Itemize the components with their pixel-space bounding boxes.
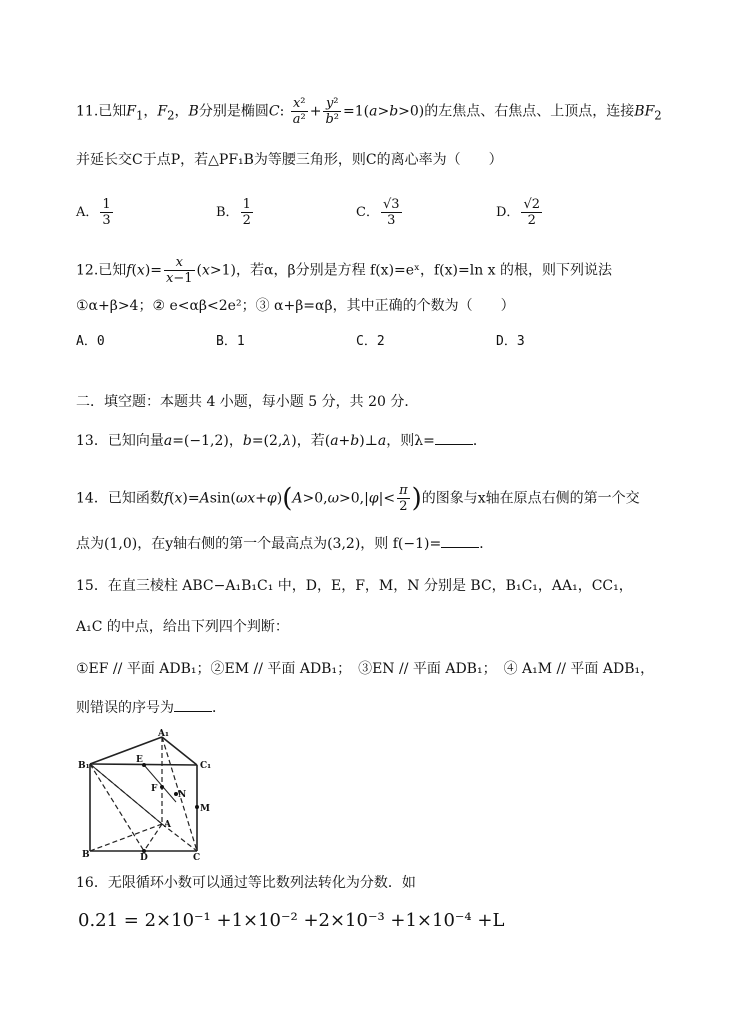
q12-line1: 12.已知f(x)= $\frac{x}{x-1}$ (x>1)，若α，β分别是方程 f(x)=eˣ，f(x)=ln x 的根，则下列说法	[76, 255, 612, 286]
label-c1: C₁	[200, 761, 212, 771]
label-n: N	[178, 790, 187, 800]
q14-answer-blank[interactable]	[441, 533, 479, 548]
q15-line4: 则错误的序号为 ．	[76, 697, 226, 718]
q15-line2: A₁C 的中点，给出下列四个判断：	[76, 619, 289, 635]
label-a1: A₁	[158, 729, 169, 739]
q16-equation: 0.21 = 2×10⁻¹ +1×10⁻² +2×10⁻³ +1×10⁻⁴ +L	[78, 910, 505, 931]
section-title: 二．填空题：本题共 4 小题，每小题 5 分，共 20 分．	[76, 394, 419, 410]
q12-option-a[interactable]: A．0	[76, 334, 105, 349]
q12-fraction: $\frac{x}{x-1}$	[166, 255, 193, 286]
q11-line2: 并延长交C于点P，若△PF₁B为等腰三角形，则C的离心率为（ ）	[76, 152, 503, 168]
label-d: D	[140, 853, 148, 861]
label-b1: B₁	[78, 761, 90, 771]
label-f: F	[151, 784, 158, 794]
q12-option-b[interactable]: B．1	[216, 334, 245, 349]
q12-option-d[interactable]: D．3	[496, 334, 525, 349]
label-c: C	[193, 853, 201, 861]
q11-option-a[interactable]: A． $\frac{1}{3}$	[76, 197, 111, 228]
q16-line1: 16．无限循环小数可以通过等比数列法转化为分数．如	[76, 875, 416, 891]
q11-intro: 11.已知	[76, 103, 127, 120]
q15-line3: ①EF // 平面 ADB₁；②EM // 平面 ADB₁； ③EN // 平面 ADB₁； ④ A₁M // 平面 ADB₁，	[76, 661, 655, 677]
q13-answer-blank[interactable]	[435, 430, 473, 445]
label-a: A	[164, 820, 171, 830]
ellipse-y-fraction: $\frac{\text{y²}}{\text{b²}}$	[325, 96, 339, 127]
q12-post-text: ，若α，β分别是方程 f(x)=eˣ，f(x)=ln x 的根，则下列说法	[236, 262, 612, 279]
q14-line2: 点为(1,0)，在y轴右侧的第一个最高点为(3,2)，则 f(−1)= ．	[76, 533, 493, 554]
q12-intro: 12.已知	[76, 262, 127, 279]
q14-line1: 14．已知函数f(x)=Asin(ωx+φ)(A>0,ω>0,|φ|< $\frac{\pi}{2}$ )的图象与x轴在原点右侧的第一个交	[76, 483, 640, 514]
q11-option-d[interactable]: D． $\frac{√2}{2}$	[496, 197, 540, 228]
q15-answer-blank[interactable]	[174, 697, 212, 712]
label-e: E	[136, 755, 143, 765]
label-m: M	[200, 804, 210, 814]
q12-line2: ①α+β>4；② e<αβ<2e²；③ α+β=αβ，其中正确的个数为（ ）	[76, 298, 515, 314]
q11-option-b[interactable]: B． $\frac{1}{2}$	[216, 197, 251, 228]
q12-option-c[interactable]: C．2	[356, 334, 385, 349]
q13-line: 13．已知向量a=(−1,2)，b=(2,λ)，若(a+b)⊥a，则λ= ．	[76, 430, 487, 451]
q11-post-text: 的左焦点、右焦点、上顶点，连接	[424, 103, 635, 120]
q11-option-c[interactable]: C． $\frac{√3}{3}$	[356, 197, 400, 228]
ellipse-x-fraction: $\frac{\text{x²}}{\text{a²}}$	[292, 96, 306, 127]
label-b: B	[82, 850, 90, 860]
q15-line1: 15．在直三棱柱 ABC−A₁B₁C₁ 中，D，E，F，M，N 分别是 BC，B₁C₁，AA₁，CC₁，	[76, 578, 633, 594]
prism-figure	[76, 727, 218, 861]
q11-mid-text: 分别是椭圆	[198, 103, 269, 120]
q11-line1: 11.已知$F_1$，$F_2$，B分别是椭圆C: $\frac{\text{x²}}{\text{a²}}$ + $\frac{\text{y²}}{\text{b²}}$ =1(a>b>0)的左焦点、右焦点、上顶点，连接$BF_2$	[76, 96, 662, 127]
